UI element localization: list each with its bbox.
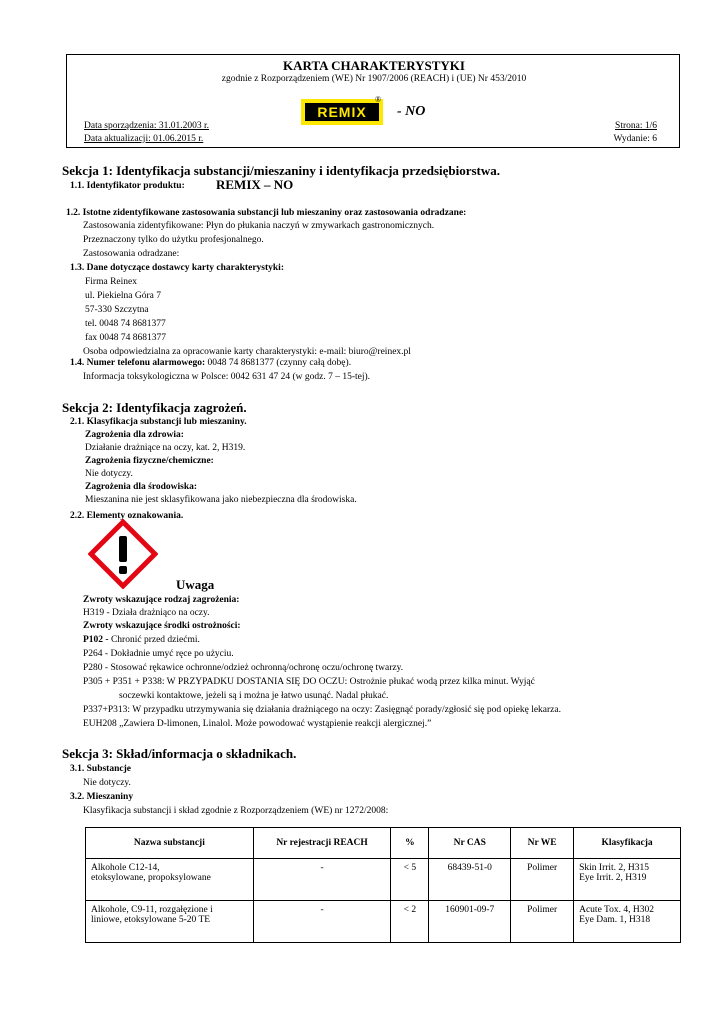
s32-value: Klasyfikacja substancji i skład zgodnie z Rozporządzeniem (WE) nr 1272/2008:	[83, 806, 389, 816]
we-number: Polimer	[511, 901, 574, 943]
s32-label: 3.2. Mieszaniny	[70, 792, 134, 802]
p102-text: Chronić przed dziećmi.	[108, 635, 200, 645]
substance-name: Alkohole C12-14, etoksylowane, propoksylowane	[86, 859, 254, 901]
column-header: Nazwa substancji	[86, 828, 254, 859]
column-header: %	[391, 828, 429, 859]
p102-statement	[83, 634, 200, 647]
column-header: Nr rejestracji REACH	[253, 828, 391, 859]
table-row	[86, 901, 681, 943]
table-header-row	[86, 828, 681, 859]
s31-label: 3.1. Substancje	[70, 764, 131, 774]
column-header: Klasyfikacja	[574, 828, 681, 859]
signal-word: Uwaga	[176, 577, 215, 592]
euh208-statement: EUH208 „Zawiera D-limonen, Linalol. Może powodować wystąpienie reakcji alergicznej.”	[83, 719, 432, 729]
logo-text: REMIX	[317, 104, 367, 120]
env-value: Mieszanina nie jest sklasyfikowana jako niebezpieczna dla środowiska.	[85, 495, 357, 505]
column-header: Nr WE	[511, 828, 574, 859]
health-label: Zagrożenia dla zdrowia:	[85, 430, 184, 440]
precautionary-label: Zwroty wskazujące środki ostrożności:	[83, 621, 241, 631]
substance-name: Alkohole, C9-11, rozgałęzione i liniowe, etoksylowane 5-20 TE	[86, 901, 254, 943]
we-number: Polimer	[511, 859, 574, 901]
s12-label: 1.2. Istotne zidentyfikowane zastosowania substancji lub mieszaniny oraz zastosowania odradzane:	[66, 208, 467, 218]
s12-line: Zastosowania zidentyfikowane: Płyn do płukania naczyń w zmywarkach gastronomicznych.	[83, 221, 435, 231]
s12-line: Zastosowania odradzane:	[83, 249, 180, 259]
phys-label: Zagrożenia fizyczne/chemiczne:	[85, 456, 214, 466]
s12-line: Przeznaczony tylko do użytku profesjonalnego.	[83, 235, 264, 245]
s31-value: Nie dotyczy.	[83, 778, 131, 788]
percent: < 5	[391, 859, 429, 901]
s22-label: 2.2. Elementy oznakowania.	[70, 511, 184, 521]
contact-person: Osoba odpowiedzialna za opracowanie karty charakterystyki: e-mail: biuro@reinex.pl	[83, 347, 411, 357]
cas-number: 68439-51-0	[429, 859, 511, 901]
health-value: Działanie drażniące na oczy, kat. 2, H319.	[85, 443, 246, 453]
phys-value: Nie dotyczy.	[85, 469, 133, 479]
document-title: KARTA CHARAKTERYSTYKI	[283, 58, 465, 73]
composition-table	[85, 827, 681, 943]
registered-mark: ®	[375, 95, 382, 104]
section3-heading: Sekcja 3: Skład/informacja o składnikach.	[62, 746, 297, 761]
date-updated: Data aktualizacji: 01.06.2015 r.	[84, 134, 204, 144]
percent: < 2	[391, 901, 429, 943]
s21-label: 2.1. Klasyfikacja substancji lub mieszaniny.	[70, 417, 247, 427]
cas-number: 160901-09-7	[429, 901, 511, 943]
reach-number: -	[253, 859, 391, 901]
supplier-line: tel. 0048 74 8681377	[85, 319, 166, 329]
p280-statement: P280 - Stosować rękawice ochronne/odzież ochronną/ochronę oczu/ochronę twarzy.	[83, 663, 404, 673]
supplier-line: Firma Reinex	[85, 277, 137, 287]
document-subtitle: zgodnie z Rozporządzeniem (WE) Nr 1907/2006 (REACH) i (UE) Nr 453/2010	[221, 74, 527, 84]
s13-label: 1.3. Dane dotyczące dostawcy karty charakterystyki:	[70, 263, 284, 273]
ghs07-exclamation-icon	[88, 519, 158, 589]
classification: Acute Tox. 4, H302 Eye Dam. 1, H318	[574, 901, 681, 943]
reach-number: -	[253, 901, 391, 943]
header-box	[66, 54, 680, 148]
table-row	[86, 859, 681, 901]
p305-statement-cont: soczewki kontaktowe, jeżeli są i można je łatwo usunąć. Nadal płukać.	[119, 691, 389, 701]
section2-heading: Sekcja 2: Identyfikacja zagrożeń.	[62, 400, 247, 415]
remix-logo	[301, 99, 383, 125]
date-prepared: Data sporządzenia: 31.01.2003 r.	[84, 121, 210, 131]
product-suffix: - NO	[397, 104, 426, 119]
hazard-statements-label: Zwroty wskazujące rodzaj zagrożenia:	[83, 595, 240, 605]
supplier-line: 57-330 Szczytna	[85, 305, 149, 315]
s11-label: 1.1. Identyfikator produktu:	[70, 181, 185, 191]
h319-statement: H319 - Działa drażniąco na oczy.	[83, 608, 210, 618]
column-header: Nr CAS	[429, 828, 511, 859]
toxicology-info: Informacja toksykologiczna w Polsce: 0042 631 47 24 (w godz. 7 – 15-tej).	[83, 372, 371, 382]
supplier-line: ul. Piekielna Góra 7	[85, 291, 161, 301]
s14-line	[70, 357, 351, 370]
s14-label: 1.4. Numer telefonu alarmowego:	[70, 358, 206, 368]
p102-code: P102 -	[83, 635, 109, 645]
classification: Skin Irrit. 2, H315 Eye Irrit. 2, H319	[574, 859, 681, 901]
supplier-line: fax 0048 74 8681377	[85, 333, 167, 343]
p264-statement: P264 - Dokładnie umyć ręce po użyciu.	[83, 649, 234, 659]
p337-statement: P337+P313: W przypadku utrzymywania się działania drażniącego na oczy: Zasięgnąć porady/zgłosić się pod opiekę lekarza.	[83, 705, 561, 715]
emergency-phone: 0048 74 8681377 (czynny całą dobę).	[207, 358, 352, 368]
page-number: Strona: 1/6	[615, 121, 657, 131]
product-identifier: REMIX – NO	[216, 177, 294, 192]
section1-heading: Sekcja 1: Identyfikacja substancji/mieszaniny i identyfikacja przedsiębiorstwa.	[62, 163, 501, 178]
p305-statement: P305 + P351 + P338: W PRZYPADKU DOSTANIA SIĘ DO OCZU: Ostrożnie płukać wodą przez kilka minut. Wyjąć	[83, 677, 535, 687]
env-label: Zagrożenia dla środowiska:	[85, 482, 198, 492]
edition: Wydanie: 6	[613, 134, 657, 144]
